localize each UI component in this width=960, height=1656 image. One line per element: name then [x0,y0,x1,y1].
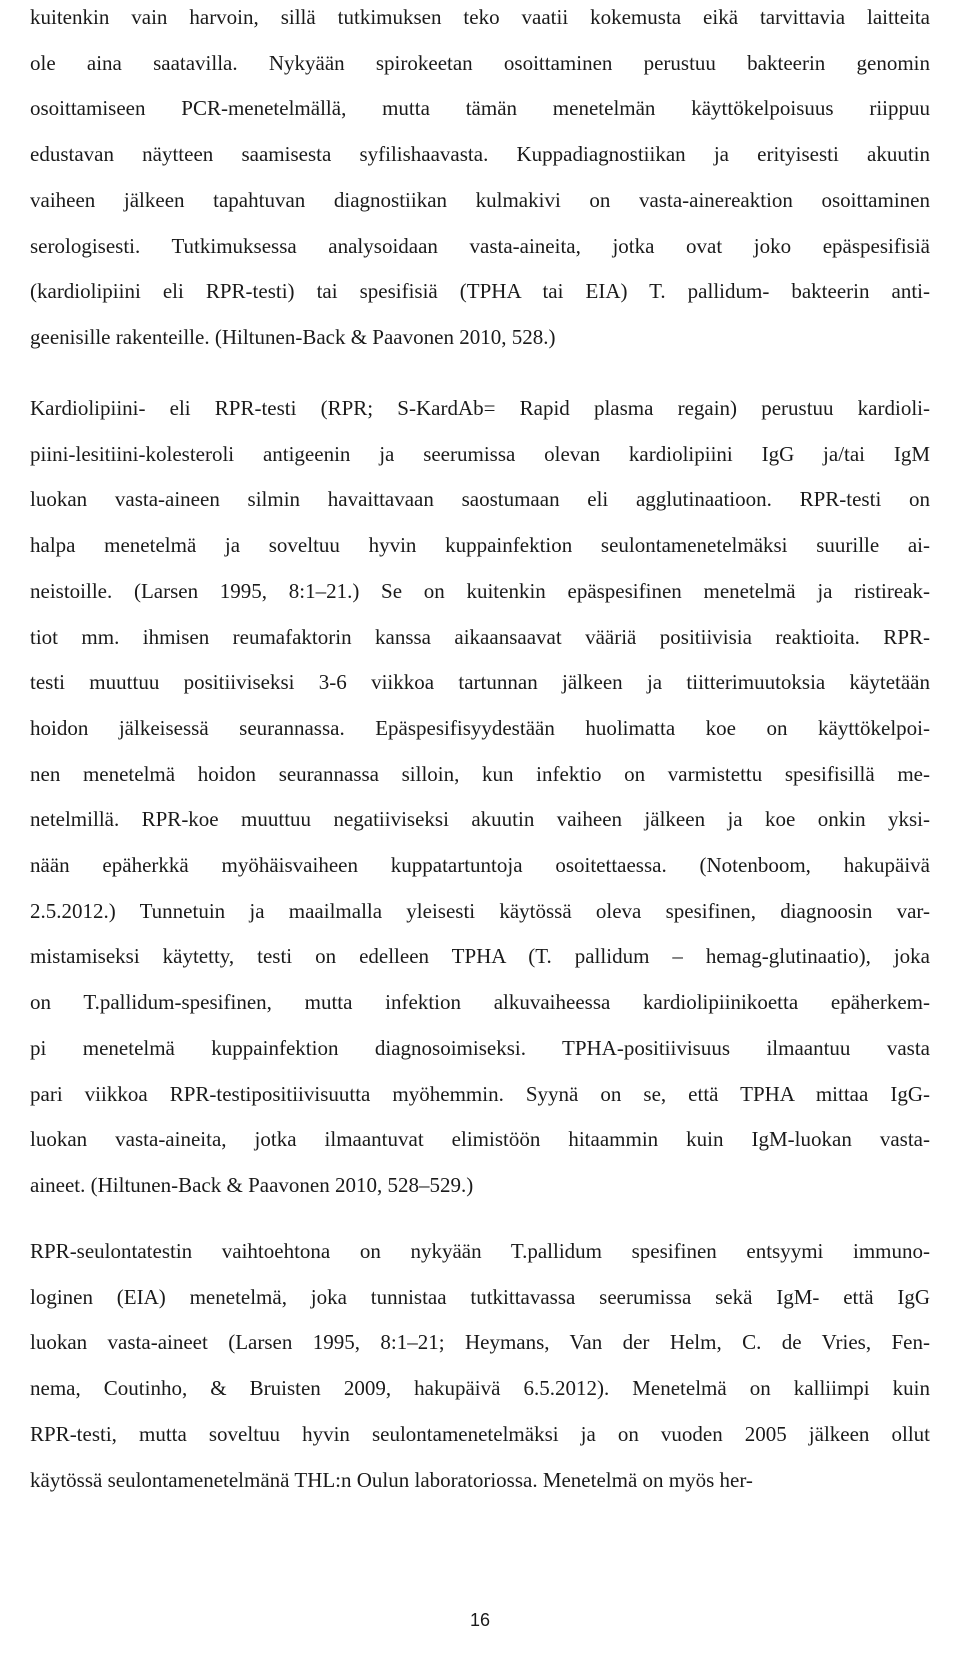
text-line: geenisille rakenteille. (Hiltunen-Back & Paavonen 2010, 528.) [30,324,556,349]
text-line: on T.pallidum-spesifinen, mutta infektion alkuvaiheessa kardiolipiinikoetta epäherkem- [30,990,930,1015]
text-line: aineet. (Hiltunen-Back & Paavonen 2010, 528–529.) [30,1172,474,1197]
text-line: piini-lesitiini-kolesteroli antigeenin ja seerumissa olevan kardiolipiini IgG ja/tai IgM [30,441,930,466]
text-line: nen menetelmä hoidon seurannassa silloin, kun infektio on varmistettu spesifisillä me- [30,761,930,786]
text-line: halpa menetelmä ja soveltuu hyvin kuppainfektion seulontamenetelmäksi suurille ai- [30,533,930,558]
text-line: RPR-seulontatestin vaihtoehtona on nykyään T.pallidum spesifinen entsyymi immuno- [30,1239,930,1263]
text-line: edustavan näytteen saamisesta syfilishaavasta. Kuppadiagnostiikan ja erityisesti akuutin [30,142,930,167]
text-line: pari viikkoa RPR-testipositiivisuutta myöhemmin. Syynä on se, että TPHA mittaa IgG- [30,1081,930,1106]
text-line: luokan vasta-aineen silmin havaittavaan saostumaan eli agglutinaatioon. RPR-testi on [30,487,930,512]
text-line: hoidon jälkeisessä seurannassa. Epäspesifisyydestään huolimatta koe on käyttökelpoi- [30,715,930,740]
text-line: 2.5.2012.) Tunnetuin ja maailmalla yleisesti käytössä oleva spesifinen, diagnoosin var- [30,898,930,923]
body-paragraph [30,386,930,1209]
text-line: testi muuttuu positiiviseksi 3-6 viikkoa tartunnan jälkeen ja tiitterimuutoksia käytetään [30,670,930,695]
text-line: RPR-testi, mutta soveltuu hyvin seulontamenetelmäksi ja on vuoden 2005 jälkeen ollut [30,1421,930,1446]
text-line: luokan vasta-aineita, jotka ilmaantuvat elimistöön hitaammin kuin IgM-luokan vasta- [30,1127,930,1152]
text-line: ole aina saatavilla. Nykyään spirokeetan osoittaminen perustuu bakteerin genomin [30,50,930,75]
text-line: luokan vasta-aineet (Larsen 1995, 8:1–21; Heymans, Van der Helm, C. de Vries, Fen- [30,1330,930,1355]
text-line: loginen (EIA) menetelmä, joka tunnistaa tutkittavassa seerumissa sekä IgM- että IgG [30,1284,930,1309]
text-line: tiot mm. ihmisen reumafaktorin kanssa aikaansaavat vääriä positiivisia reaktioita. RPR- [30,624,930,649]
text-line: nään epäherkkä myöhäisvaiheen kuppatartuntoja osoitettaessa. (Notenboom, hakupäivä [30,853,930,878]
text-line: pi menetelmä kuppainfektion diagnosoimiseksi. TPHA-positiivisuus ilmaantuu vasta [30,1035,930,1060]
text-line: mistamiseksi käytetty, testi on edelleen TPHA (T. pallidum – hemag-glutinaatio), joka [30,944,930,969]
text-line: serologisesti. Tutkimuksessa analysoidaan vasta-aineita, jotka ovat joko epäspesifisiä [30,233,930,258]
text-line: nema, Coutinho, & Bruisten 2009, hakupäivä 6.5.2012). Menetelmä on kalliimpi kuin [30,1376,930,1401]
text-line: Kardiolipiini- eli RPR-testi (RPR; S-KardAb= Rapid plasma regain) perustuu kardioli- [30,396,930,420]
text-line: käytössä seulontamenetelmänä THL:n Oulun laboratoriossa. Menetelmä on myös her- [30,1467,753,1492]
body-paragraph [30,1229,930,1503]
text-line: osoittamiseen PCR-menetelmällä, mutta tämän menetelmän käyttökelpoisuus riippuu [30,96,930,121]
text-line: kuitenkin vain harvoin, sillä tutkimuksen teko vaatii kokemusta eikä tarvittavia laitteita [30,5,930,29]
text-line: neistoille. (Larsen 1995, 8:1–21.) Se on kuitenkin epäspesifinen menetelmä ja ristireak- [30,578,930,603]
page-number: 16 [469,1610,491,1630]
text-line: vaiheen jälkeen tapahtuvan diagnostiikan kulmakivi on vasta-ainereaktion osoittaminen [30,187,930,212]
text-line: (kardiolipiini eli RPR-testi) tai spesifisiä (TPHA tai EIA) T. pallidum- bakteerin anti- [30,279,930,304]
body-paragraph [30,0,930,361]
text-line: netelmillä. RPR-koe muuttuu negatiiviseksi akuutin vaiheen jälkeen ja koe onkin yksi- [30,807,930,832]
